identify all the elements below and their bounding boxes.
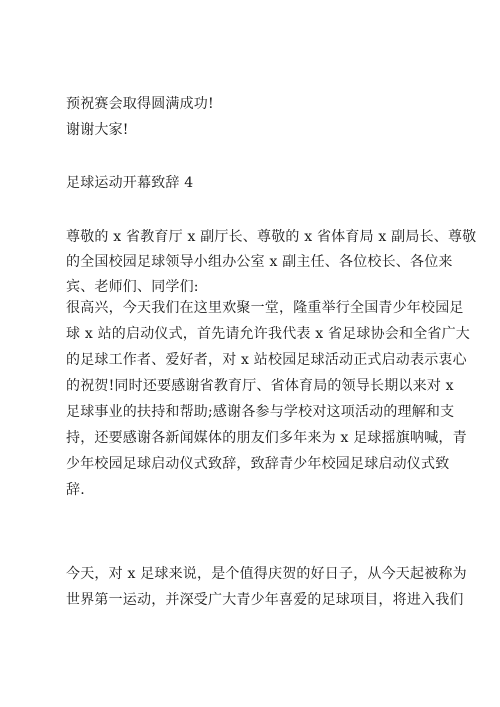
text-line: 球 x 站的启动仪式，首先请允许我代表 x 省足球协会和全省广大 (66, 326, 470, 342)
text-line: 的祝贺!同时还要感谢省教育厅、省体育局的领导长期以来对 x (66, 378, 454, 394)
text-line: 很高兴，今天我们在这里欢聚一堂，隆重举行全国青少年校园足 (66, 300, 464, 316)
text-line: 少年校园足球启动仪式致辞，致辞青少年校园足球启动仪式致 (66, 456, 450, 472)
text-line: 尊敬的 x 省教育厅 x 副厅长、尊敬的 x 省体育局 x 副局长、尊敬 (66, 229, 477, 245)
heading-text: 足球运动开幕致辞 4 (66, 175, 194, 191)
text-line: 预祝赛会取得圆满成功! (66, 96, 214, 112)
text-line: 持，还要感谢各新闻媒体的朋友们多年来为 x 足球摇旗呐喊，青 (66, 430, 467, 446)
body-paragraph (66, 561, 467, 613)
text-line: 辞. (66, 482, 85, 498)
text-line: 的足球工作者、爱好者，对 x 站校园足球活动正式启动表示衷心 (66, 352, 467, 368)
text-line: 世界第一运动，并深受广大青少年喜爱的足球项目，将进入我们 (66, 592, 464, 608)
text-line: 足球事业的扶持和帮助;感谢各参与学校对这项活动的理解和支 (66, 404, 455, 420)
body-paragraph (66, 295, 470, 503)
text-line: 宾、老师们、同学们: (66, 279, 199, 295)
text-line: 的全国校园足球领导小组办公室 x 副主任、各位校长、各位来 (66, 254, 453, 270)
salutation-paragraph (66, 225, 477, 300)
section-heading (66, 171, 461, 195)
closing-thanks-line (66, 118, 461, 142)
closing-wish-line (66, 92, 461, 116)
text-line: 今天，对 x 足球来说，是个值得庆贺的好日子，从今天起被称为 (66, 566, 467, 582)
text-line: 谢谢大家! (66, 122, 129, 138)
